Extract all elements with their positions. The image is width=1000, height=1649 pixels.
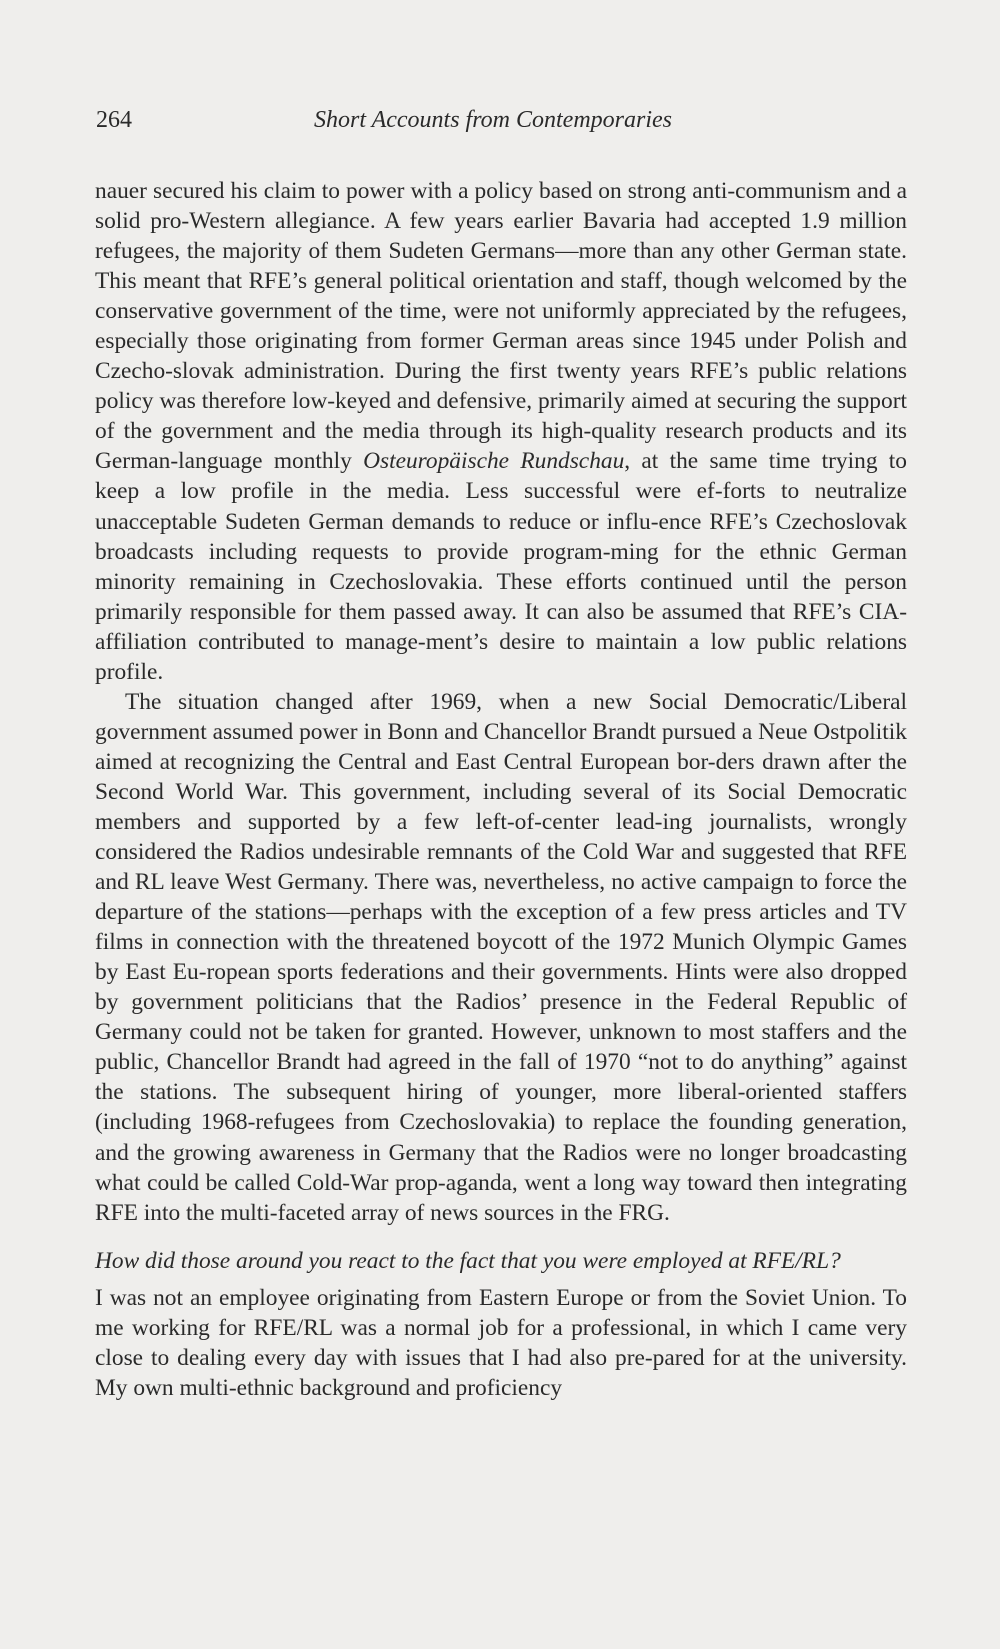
interview-question: How did those around you react to the fact that you were employed at RFE/RL? xyxy=(95,1247,841,1274)
page-number: 264 xyxy=(96,107,132,133)
publication-title: Osteuropäische Rundschau xyxy=(363,448,625,475)
interview-answer: I was not an employee originating from Eastern Europe or from the Soviet Union. To me working for RFE/RL was a normal job for a professional, in which I came very close to dealing every day with issues that I had also pre-pared for at the university. My own multi-ethnic background and proficiency xyxy=(95,1284,907,1401)
paragraph-2: The situation changed after 1969, when a new Social Democratic/Liberal government assumed power in Bonn and Chancellor Brandt pursued a Neue Ostpolitik aimed at recognizing the Central and East Central European bor-ders drawn after the Second World War. This government, including several of its Social Democratic members and supported by a few left-of-center lead-ing journalists, wrongly considered the Radios undesirable remnants of the Cold War and suggested that RFE and RL leave West Germany. There was, nevertheless, no active campaign to force the departure of the stations—perhaps with the exception of a few press articles and TV films in connection with the threatened boycott of the 1972 Munich Olympic Games by East Eu-ropean sports federations and their governments. Hints were also dropped by government politicians that the Radios’ presence in the Federal Republic of Germany could not be taken for granted. However, unknown to most staffers and the public, Chancellor Brandt had agreed in the fall of 1970 “not to do anything” against the stations. The subsequent hiring of younger, more liberal-oriented staffers (including 1968-refugees from Czechoslovakia) to replace the founding generation, and the growing awareness in Germany that the Radios were no longer broadcasting what could be called Cold-War prop-aganda, went a long way toward then integrating RFE into the multi-faceted array of news sources in the FRG. xyxy=(95,688,907,1226)
running-title: Short Accounts from Contemporaries xyxy=(314,107,672,133)
paragraph-1-text-b: , at the same time trying to keep a low profile in the media. Less successful were ef-forts to neutralize unacceptable Sudeten German demands to reduce or influ-ence RFE’s Czechoslovak broadcasts including requests to provide program-ming for the ethnic German minority remaining in Czechoslovakia. These efforts continued until the person primarily responsible for them passed away. It can also be assumed that RFE’s CIA-affiliation contributed to manage-ment’s desire to maintain a low public relations profile. xyxy=(95,448,907,685)
body-text xyxy=(95,176,907,1403)
paragraph-1-text-a: nauer secured his claim to power with a policy based on strong anti-communism and a solid pro-Western allegiance. A few years earlier Bavaria had accepted 1.9 million refugees, the majority of them Sudeten Germans—more than any other German state. This meant that RFE’s general political orientation and staff, though welcomed by the conservative government of the time, were not uniformly appreciated by the refugees, especially those originating from former German areas since 1945 under Polish and Czecho-slovak administration. During the first twenty years RFE’s public relations policy was therefore low-keyed and defensive, primarily aimed at securing the support of the government and the media through its high-quality research products and its German-language monthly xyxy=(95,178,907,475)
running-head xyxy=(96,107,904,147)
paragraph-1 xyxy=(95,176,907,687)
